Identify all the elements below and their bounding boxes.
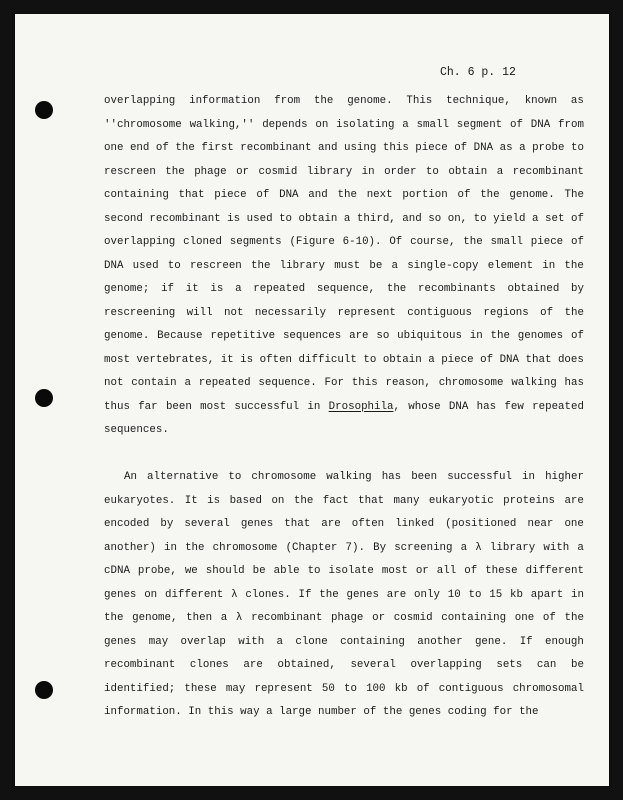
text-line: genes may overlap with a clone containing another gene. If enough — [104, 635, 584, 648]
text-line: rescreen the phage or cosmid library in order to obtain a recombinant — [104, 165, 584, 178]
text-line: information. In this way a large number of the genes coding for the — [104, 706, 539, 718]
text-line: DNA used to rescreen the library must be a single-copy element in the — [104, 259, 584, 272]
text-line: genes on different λ clones. If the genes are only 10 to 15 kb apart in — [104, 588, 584, 601]
text-line: ''chromosome walking,'' depends on isolating a small segment of DNA from — [104, 118, 584, 131]
binder-hole-bottom — [35, 681, 53, 699]
text-line: genome. Because repetitive sequences are so ubiquitous in the genomes of — [104, 330, 584, 342]
binder-hole-middle — [35, 389, 53, 407]
text-line: overlapping information from the genome. This technique, known as — [104, 95, 584, 107]
text-line: An alternative to chromosome walking has been successful in higher — [124, 471, 584, 483]
text-line: thus far been most successful in Drosophila, whose DNA has few repeated — [104, 400, 584, 413]
text-line: sequences. — [104, 424, 169, 436]
binder-hole-top — [35, 101, 53, 119]
text-line: identified; these may represent 50 to 100 kb of contiguous chromosomal — [104, 682, 584, 695]
text-line: overlapping cloned segments (Figure 6-10). Of course, the small piece of — [104, 236, 584, 248]
text-line: one end of the first recombinant and using this piece of DNA as a probe to — [104, 142, 584, 154]
document-page — [15, 14, 609, 786]
text-line: rescreening will not necessarily represent contiguous regions of the — [104, 306, 584, 319]
text-line: second recombinant is used to obtain a third, and so on, to yield a set of — [104, 212, 584, 225]
page-number-header: Ch. 6 p. 12 — [440, 66, 516, 79]
text-line: eukaryotes. It is based on the fact that many eukaryotic proteins are — [104, 494, 584, 507]
text-line: the genome, then a λ recombinant phage or cosmid containing one of the — [104, 612, 584, 624]
text-line: another) in the chromosome (Chapter 7). By screening a λ library with a — [104, 541, 584, 554]
text-line: not contain a repeated sequence. For this reason, chromosome walking has — [104, 377, 584, 389]
text-line: genome; if it is a repeated sequence, the recombinants obtained by — [104, 283, 584, 295]
body-text — [104, 90, 584, 725]
text-line: most vertebrates, it is often difficult to obtain a piece of DNA that does — [104, 353, 584, 366]
text-line: cDNA probe, we should be able to isolate most or all of these different — [104, 565, 584, 577]
paragraph-gap — [104, 443, 584, 467]
text-line: encoded by several genes that are often linked (positioned near one — [104, 518, 584, 530]
text-line: recombinant clones are obtained, several overlapping sets can be — [104, 659, 584, 671]
text-line: containing that piece of DNA and the next portion of the genome. The — [104, 189, 584, 201]
